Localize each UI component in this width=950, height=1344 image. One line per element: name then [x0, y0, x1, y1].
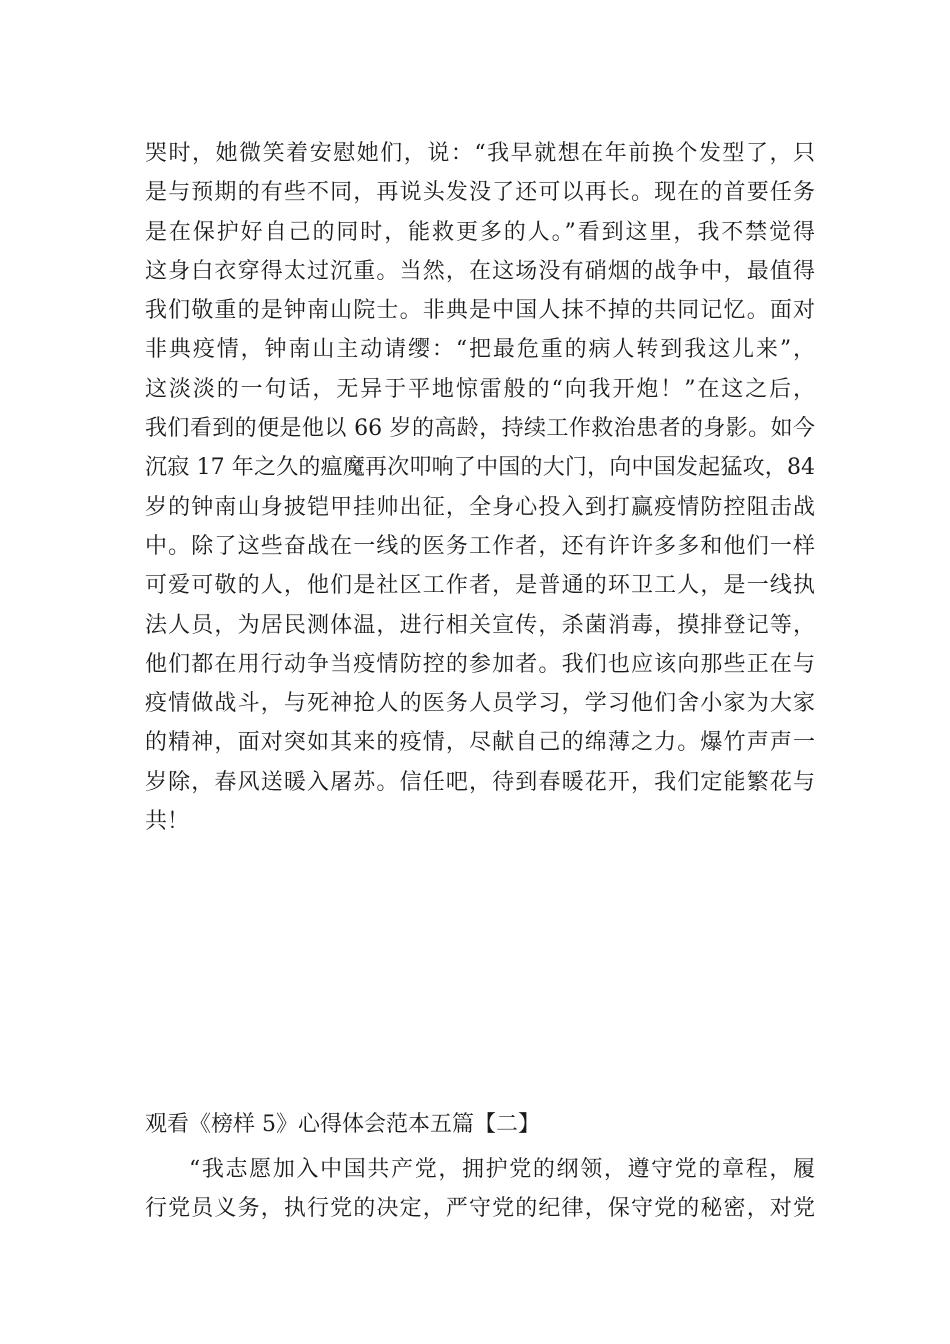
- paragraph-line: “我志愿加入中国共产党，拥护党的纲领，遵守党的章程，履: [189, 1157, 815, 1182]
- paragraph-line: 行党员义务，执行党的决定，严守党的纪律，保守党的秘密，对党: [145, 1196, 815, 1222]
- paragraph-line: 这身白衣穿得太过沉重。当然，在这场没有硝烟的战争中，最值得: [145, 258, 815, 284]
- paragraph-line: 岁除，春风送暖入屠苏。信任吧，待到春暖花开，我们定能繁花与: [145, 769, 815, 795]
- paragraph-line: 可爱可敬的人，他们是社区工作者，是普通的环卫工人，是一线执: [145, 573, 815, 599]
- section-heading: 观看《榜样 5》心得体会范本五篇【二】: [145, 1112, 540, 1137]
- paragraph-line: 这淡淡的一句话，无异于平地惊雷般的“向我开炮！”在这之后，: [145, 376, 815, 402]
- paragraph-line: 非典疫情，钟南山主动请缨：“把最危重的病人转到我这儿来”，: [145, 337, 815, 363]
- paragraph-line: 的精神，面对突如其来的疫情，尽献自己的绵薄之力。爆竹声声一: [145, 730, 815, 756]
- paragraph-line: 共！: [145, 809, 190, 835]
- paragraph-line: 我们敬重的是钟南山院士。非典是中国人抹不掉的共同记忆。面对: [145, 298, 815, 324]
- body-paragraph-2: [145, 1150, 815, 1229]
- paragraph-line: 他们都在用行动争当疫情防控的参加者。我们也应该向那些正在与: [145, 651, 815, 677]
- paragraph-line: 我们看到的便是他以 66 岁的高龄，持续工作救治患者的身影。如今: [145, 416, 815, 442]
- paragraph-line: 哭时，她微笑着安慰她们，说：“我早就想在年前换个发型了，只: [145, 141, 815, 166]
- paragraph-line: 疫情做战斗，与死神抢人的医务人员学习，学习他们舍小家为大家: [145, 691, 815, 717]
- paragraph-line: 岁的钟南山身披铠甲挂帅出征，全身心投入到打赢疫情防控阻击战: [145, 494, 815, 520]
- paragraph-line: 中。除了这些奋战在一线的医务工作者，还有许许多多和他们一样: [145, 533, 815, 559]
- paragraph-line: 沉寂 17 年之久的瘟魔再次叩响了中国的大门，向中国发起猛攻，84: [145, 455, 815, 481]
- body-paragraph-1: [145, 134, 815, 841]
- paragraph-line: 是在保护好自己的同时，能救更多的人。”看到这里，我不禁觉得: [145, 219, 815, 245]
- paragraph-line: 法人员，为居民测体温，进行相关宣传，杀菌消毒，摸排登记等，: [145, 612, 815, 638]
- paragraph-line: 是与预期的有些不同，再说头发没了还可以再长。现在的首要任务: [145, 180, 815, 206]
